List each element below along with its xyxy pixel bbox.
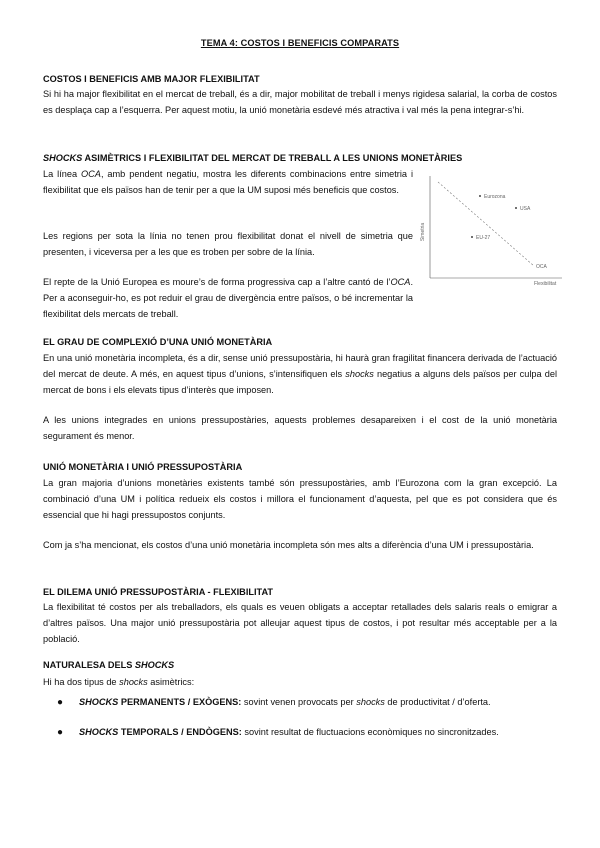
text-run: PERMANENTS / EXÒGENS: <box>118 697 242 707</box>
oca-line-label: OCA <box>536 264 547 270</box>
paragraph-flexibility-costs: La flexibilitat té costos per als treballadors, els quals es veuen obligats a acceptar retallades dels salaris reals o emigrar a d’altres països. Una major unió pressupostària pot alleujar aquest tipus de costos, i pot resultar més acceptable per a la població. <box>43 602 557 645</box>
section-heading-complexity: EL GRAU DE COMPLEXIÓ D’UNA UNIÓ MONETÀRIA <box>43 337 273 347</box>
shocks-term: shocks <box>119 677 148 687</box>
page-title: TEMA 4: COSTOS I BENEFICIS COMPARATS <box>200 38 400 48</box>
section-heading-monetary-fiscal-union: UNIÓ MONETÀRIA I UNIÓ PRESSUPOSTÀRIA <box>43 462 243 472</box>
section-heading-asymmetric-shocks <box>43 153 462 163</box>
paragraph-regions-below-line: Les regions per sota la línia no tenen prou flexibilitat donat el nivell de simetria que presenten, i viceversa per a les que es troben per sobre de la línia. <box>43 231 413 258</box>
text-run: sovint resultat de fluctuacions econòmiques no sincronitzades. <box>241 727 499 737</box>
section-heading-nature-of-shocks <box>43 660 174 670</box>
bullet-icon: ● <box>57 727 64 738</box>
text-run: En una unió monetària incompleta, és a dir, sense unió pressupostària, hi haurà gran fragilitat financera derivada de l’actuació del mercat de deute. A més, en aquest tipus d’unions, s’intensifiquen els <box>43 353 557 380</box>
section-heading-dilemma: EL DILEMA UNIÓ PRESSUPOSTÀRIA - FLEXIBILITAT <box>43 587 274 597</box>
oca-term: OCA <box>390 277 411 287</box>
shocks-term: shocks <box>345 369 374 380</box>
text-run: de productivitat / d’oferta. <box>384 697 491 707</box>
paragraph-existing-unions: La gran majoria d’unions monetàries existents també són pressupostàries, amb l’Eurozona com la gran excepció. La combinació d’una UM i política redueix els costos i millora el funcionament d’aquesta, pel que es pot considera que és essencial que hi hagi pressupostos conjunts. <box>43 478 557 521</box>
x-axis-label: Flexibilitat <box>534 281 557 287</box>
shocks-term: SHOCKS <box>79 727 119 737</box>
shocks-term: SHOCKS <box>134 660 175 670</box>
paragraph-incomplete-union <box>43 350 557 399</box>
shocks-term: SHOCKS <box>79 697 119 707</box>
list-item-temporary-shocks <box>57 727 499 738</box>
point-eurozona <box>479 195 481 197</box>
oca-term: OCA <box>81 169 101 179</box>
text-run: NATURALESA DELS <box>43 660 135 670</box>
bullet-icon: ● <box>57 697 64 708</box>
heading-shocks-term: SHOCKS <box>43 153 83 163</box>
paragraph-shock-types-intro <box>43 674 557 690</box>
point-label-usa: USA <box>520 206 531 212</box>
text-run: Hi ha dos tipus de <box>43 677 120 687</box>
oca-figure <box>416 170 564 290</box>
section-heading-costs-benefits: COSTOS I BENEFICIS AMB MAJOR FLEXIBILITAT <box>43 74 260 84</box>
text-run: . Per a aconseguir-ho, es pot reduir el grau de divergència entre països, o bé incrementar la flexibilitat dels mercats de treball. <box>43 277 413 320</box>
point-label-eu27: EU-27 <box>476 235 491 241</box>
point-label-eurozona: Eurozona <box>484 194 506 200</box>
text-run: La línea <box>43 169 82 179</box>
text-run: El repte de la Unió Europea es moure’s de forma progressiva cap a l’altre cantó de l’ <box>43 277 391 287</box>
y-axis-label: Simetria <box>420 222 426 242</box>
paragraph-oca-line <box>43 166 413 198</box>
point-eu27 <box>471 236 473 238</box>
text-run: asimètrics: <box>147 677 195 687</box>
paragraph-costs-benefits: Si hi ha major flexibilitat en el mercat de treball, és a dir, major mobilitat de treball i menys rigidesa salarial, la corba de costos es desplaça cap a l’esquerra. Per aquest motiu, la unió monetària esdevé més atractiva i val més la pena integrar-s’hi. <box>43 89 557 116</box>
oca-diagram <box>416 170 564 290</box>
paragraph-incomplete-costs: Com ja s’ha mencionat, els costos d’una unió monetària incompleta són mes alts a diferència d’una UM i pressupostària. <box>43 540 534 550</box>
list-item-permanent-shocks <box>57 697 491 708</box>
text-run: , amb pendent negatiu, mostra les diferents combinacions entre simetria i flexibilitat que els països han de tenir per a que la UM suposi més beneficis que costos. <box>43 169 413 196</box>
text-run: negatius a alguns dels països per culpa del mercat de bons i els elevats tipus d’interès que imposen. <box>43 369 557 396</box>
paragraph-eu-challenge <box>43 274 413 323</box>
shocks-term: shocks <box>356 697 385 707</box>
text-run: TEMPORALS / ENDÒGENS: <box>118 727 242 737</box>
paragraph-integrated-unions: A les unions integrades en unions pressupostàries, aquests problemes desapareixen i el cost de la unió monetària segurament és menor. <box>43 415 557 442</box>
heading-rest: ASIMÈTRICS I FLEXIBILITAT DEL MERCAT DE TREBALL A LES UNIONS MONETÀRIES <box>82 153 463 163</box>
point-usa <box>515 207 517 209</box>
text-run: sovint venen provocats per <box>241 697 357 707</box>
